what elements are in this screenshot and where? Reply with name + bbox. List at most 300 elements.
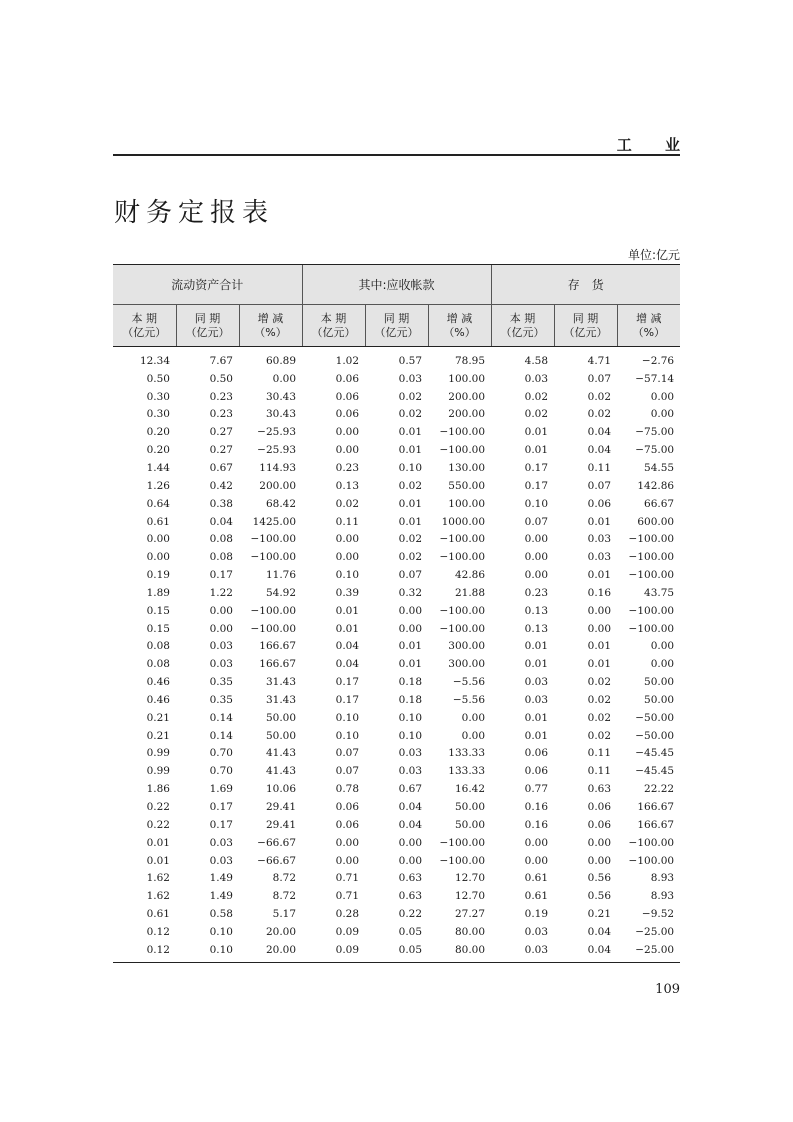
table-cell: 0.23	[209, 390, 233, 403]
table-cell: −100.00	[439, 604, 486, 617]
table-cell: 0.27	[209, 426, 233, 439]
table-cell: 0.50	[146, 372, 170, 385]
table-cell: 0.23	[209, 408, 233, 421]
table-cell: 0.46	[146, 676, 170, 689]
table-cell: 200.00	[448, 408, 486, 421]
table-cell: −45.45	[635, 747, 675, 760]
table-cell: 0.01	[524, 711, 549, 724]
table-cell: 0.08	[209, 551, 233, 564]
table-row	[113, 727, 680, 745]
table-cell: 0.00	[524, 551, 549, 564]
table-cell: 41.43	[265, 765, 297, 778]
table-cell: 0.16	[587, 586, 612, 599]
group-header-row	[113, 265, 680, 305]
table-cell: 0.02	[587, 390, 612, 403]
table-cell: 0.07	[524, 515, 549, 528]
table-cell: 0.05	[398, 943, 423, 956]
table-cell: 0.06	[524, 747, 549, 760]
table-cell: 8.93	[650, 872, 675, 885]
table-cell: 0.27	[209, 444, 233, 457]
table-row	[113, 941, 680, 962]
table-cell: 68.42	[265, 497, 297, 510]
table-cell: 0.07	[398, 569, 423, 582]
table-cell: 0.58	[209, 908, 233, 921]
table-cell: 0.42	[209, 479, 233, 492]
column-header	[428, 305, 491, 347]
table-cell: 0.06	[335, 372, 360, 385]
table-cell: 0.35	[209, 693, 233, 706]
table-cell: −45.45	[635, 765, 675, 778]
column-header	[113, 305, 176, 347]
column-header-unit: （亿元）	[500, 325, 545, 339]
table-row	[113, 566, 680, 584]
table-row	[113, 620, 680, 638]
table-cell: 1.69	[209, 783, 233, 796]
table-row	[113, 673, 680, 691]
table-cell: −100.00	[250, 551, 297, 564]
table-cell: 114.93	[259, 461, 297, 474]
table-cell: 54.92	[265, 586, 297, 599]
table-cell: 29.41	[265, 801, 297, 814]
table-cell: 50.00	[644, 693, 675, 706]
table-row	[113, 798, 680, 816]
column-header	[617, 305, 680, 347]
table-row	[113, 869, 680, 887]
table-cell: 0.10	[398, 729, 423, 742]
table-cell: 0.00	[524, 854, 549, 867]
table-cell: 0.00	[272, 372, 297, 385]
table-row	[113, 691, 680, 709]
table-cell: 0.23	[524, 586, 549, 599]
table-cell: 5.17	[272, 908, 297, 921]
table-cell: −5.56	[452, 693, 486, 706]
table-cell: 1.44	[146, 461, 170, 474]
table-cell: 0.04	[335, 658, 360, 671]
table-cell: 0.10	[335, 569, 360, 582]
table-cell: 50.00	[644, 676, 675, 689]
table-cell: −100.00	[250, 622, 297, 635]
table-cell: 1.26	[146, 479, 170, 492]
table-cell: 0.01	[146, 854, 170, 867]
table-row	[113, 530, 680, 548]
table-cell: 0.03	[398, 747, 423, 760]
table-cell: 0.10	[398, 711, 423, 724]
table-row	[113, 655, 680, 673]
table-cell: 20.00	[265, 943, 297, 956]
table-cell: 0.00	[524, 836, 549, 849]
table-cell: 0.21	[587, 908, 612, 921]
table-cell: −100.00	[628, 854, 675, 867]
table-cell: 0.07	[335, 765, 360, 778]
table-cell: 0.02	[587, 408, 612, 421]
table-row	[113, 406, 680, 424]
table-cell: 200.00	[448, 390, 486, 403]
table-cell: 0.22	[398, 908, 423, 921]
table-cell: 0.00	[650, 640, 675, 653]
table-cell: 550.00	[448, 479, 486, 492]
table-cell: 0.00	[587, 836, 612, 849]
table-cell: 0.10	[335, 729, 360, 742]
table-cell: 42.86	[454, 569, 486, 582]
table-cell: 0.10	[524, 497, 549, 510]
table-cell: −50.00	[635, 729, 675, 742]
table-cell: 0.01	[524, 426, 549, 439]
table-cell: 0.23	[335, 461, 360, 474]
column-header-label: 同 期	[194, 311, 221, 325]
financial-table	[113, 264, 680, 963]
table-cell: 0.10	[335, 711, 360, 724]
table-cell: 0.14	[209, 711, 233, 724]
table-cell: 100.00	[448, 497, 486, 510]
column-header-label: 同 期	[383, 311, 410, 325]
table-cell: 0.00	[398, 604, 423, 617]
table-cell: 0.00	[461, 711, 486, 724]
table-cell: 0.00	[209, 604, 233, 617]
table-cell: 54.55	[644, 461, 675, 474]
table-cell: −100.00	[628, 604, 675, 617]
table-cell: 166.67	[637, 801, 675, 814]
table-cell: 166.67	[259, 658, 297, 671]
table-cell: 0.15	[146, 622, 170, 635]
table-cell: 0.03	[587, 551, 612, 564]
table-cell: 0.17	[335, 676, 360, 689]
table-cell: 0.00	[461, 729, 486, 742]
table-cell: 0.06	[587, 801, 612, 814]
table-cell: 0.04	[335, 640, 360, 653]
table-cell: −25.00	[635, 943, 675, 956]
table-cell: −100.00	[439, 426, 486, 439]
table-cell: 0.18	[398, 693, 423, 706]
table-row	[113, 477, 680, 495]
table-cell: 600.00	[637, 515, 675, 528]
table-cell: 0.17	[209, 818, 233, 831]
table-row	[113, 423, 680, 441]
table-cell: 80.00	[454, 925, 486, 938]
table-cell: 0.11	[587, 461, 612, 474]
table-cell: 0.03	[524, 925, 549, 938]
table-cell: −5.56	[452, 676, 486, 689]
table-cell: 0.67	[209, 461, 233, 474]
table-cell: −100.00	[628, 836, 675, 849]
table-cell: 0.00	[335, 854, 360, 867]
table-cell: 0.01	[524, 640, 549, 653]
table-cell: 0.13	[524, 622, 549, 635]
table-cell: 0.06	[587, 818, 612, 831]
table-cell: 66.67	[644, 497, 675, 510]
table-cell: 0.11	[335, 515, 360, 528]
table-cell: −25.93	[257, 426, 297, 439]
table-cell: 0.61	[146, 908, 170, 921]
table-cell: 0.17	[335, 693, 360, 706]
table-cell: 1.49	[209, 872, 233, 885]
column-header-unit: （%）	[254, 325, 287, 339]
table-cell: 0.61	[524, 872, 549, 885]
table-cell: 0.30	[146, 408, 170, 421]
table-cell: 50.00	[265, 729, 297, 742]
table-cell: 133.33	[448, 765, 486, 778]
page-number: 109	[655, 982, 680, 997]
table-cell: 0.32	[398, 586, 423, 599]
table-cell: 0.00	[650, 408, 675, 421]
table-cell: 0.22	[146, 801, 170, 814]
table-cell: 0.00	[398, 854, 423, 867]
table-cell: 0.04	[209, 515, 233, 528]
table-cell: 0.22	[146, 818, 170, 831]
table-cell: 0.17	[524, 479, 549, 492]
table-cell: 0.02	[398, 479, 423, 492]
table-cell: −25.00	[635, 925, 675, 938]
table-cell: 0.00	[335, 426, 360, 439]
table-cell: 0.02	[398, 551, 423, 564]
table-cell: 0.19	[524, 908, 549, 921]
table-cell: 0.17	[209, 569, 233, 582]
table-cell: 0.12	[146, 925, 170, 938]
table-row	[113, 495, 680, 513]
table-row	[113, 887, 680, 905]
table-cell: 0.57	[398, 354, 423, 367]
table-cell: 8.93	[650, 890, 675, 903]
section-label: 工 业	[616, 136, 694, 154]
table-cell: 30.43	[265, 408, 297, 421]
table-cell: 0.01	[524, 658, 549, 671]
table-cell: 0.04	[587, 426, 612, 439]
table-cell: 0.14	[209, 729, 233, 742]
table-cell: 0.01	[398, 497, 423, 510]
table-cell: 142.86	[637, 479, 675, 492]
table-cell: 200.00	[259, 479, 297, 492]
table-cell: 0.12	[146, 943, 170, 956]
table-cell: −100.00	[628, 622, 675, 635]
table-cell: 0.05	[398, 925, 423, 938]
table-cell: 21.88	[454, 586, 486, 599]
table-cell: 0.00	[146, 551, 170, 564]
table-cell: 0.07	[335, 747, 360, 760]
table-row	[113, 370, 680, 388]
column-header-unit: （亿元）	[122, 325, 167, 339]
table-cell: 0.50	[209, 372, 233, 385]
table-cell: 0.01	[398, 515, 423, 528]
table-row	[113, 347, 680, 370]
column-header-label: 增 减	[257, 311, 284, 325]
table-cell: 0.35	[209, 676, 233, 689]
table-cell: 0.10	[209, 925, 233, 938]
table-cell: 1.62	[146, 872, 170, 885]
column-header-unit: （亿元）	[311, 325, 356, 339]
column-header-label: 增 减	[446, 311, 473, 325]
table-cell: 0.03	[398, 372, 423, 385]
table-cell: 0.71	[335, 890, 360, 903]
table-cell: 60.89	[265, 354, 297, 367]
table-cell: 11.76	[265, 569, 297, 582]
table-cell: 0.01	[524, 444, 549, 457]
table-cell: 50.00	[265, 711, 297, 724]
table-cell: 78.95	[454, 354, 486, 367]
table-cell: 0.00	[335, 551, 360, 564]
table-cell: 0.11	[587, 765, 612, 778]
table-cell: −66.67	[257, 854, 297, 867]
table-row	[113, 584, 680, 602]
table-cell: 0.20	[146, 426, 170, 439]
table-cell: −100.00	[628, 533, 675, 546]
table-cell: 0.01	[524, 729, 549, 742]
table-cell: 166.67	[259, 640, 297, 653]
table-cell: 0.02	[587, 693, 612, 706]
table-cell: 0.09	[335, 925, 360, 938]
table-row	[113, 834, 680, 852]
table-cell: 0.03	[209, 658, 233, 671]
table-cell: −100.00	[439, 836, 486, 849]
table-cell: −25.93	[257, 444, 297, 457]
table-cell: 0.03	[587, 533, 612, 546]
table-cell: 0.01	[335, 604, 360, 617]
table-cell: 0.77	[524, 783, 549, 796]
table-cell: 0.63	[587, 783, 612, 796]
table-cell: 0.00	[335, 444, 360, 457]
table-cell: 0.00	[398, 836, 423, 849]
table-cell: 0.02	[524, 408, 549, 421]
table-cell: 41.43	[265, 747, 297, 760]
table-cell: 0.21	[146, 729, 170, 742]
table-row	[113, 852, 680, 870]
table-cell: 166.67	[637, 818, 675, 831]
table-cell: −2.76	[641, 354, 675, 367]
table-cell: 0.61	[524, 890, 549, 903]
table-cell: 0.20	[146, 444, 170, 457]
table-cell: 0.02	[398, 390, 423, 403]
table-row	[113, 709, 680, 727]
table-cell: 0.02	[398, 408, 423, 421]
table-cell: 1.86	[146, 783, 170, 796]
table-cell: 0.00	[146, 533, 170, 546]
table-cell: 0.06	[335, 390, 360, 403]
table-cell: 0.03	[209, 640, 233, 653]
table-cell: −75.00	[635, 426, 675, 439]
table-cell: 0.15	[146, 604, 170, 617]
table-cell: 0.16	[524, 818, 549, 831]
table-cell: 0.02	[335, 497, 360, 510]
table-cell: 0.03	[524, 693, 549, 706]
group-header-receivables: 其中:应收帐款	[302, 265, 491, 305]
table-cell: 8.72	[272, 872, 297, 885]
table-cell: 0.08	[209, 533, 233, 546]
table-cell: 300.00	[448, 640, 486, 653]
table-cell: 0.02	[524, 390, 549, 403]
section-rule	[113, 154, 680, 156]
table-cell: 0.04	[587, 444, 612, 457]
table-cell: 0.01	[587, 515, 612, 528]
table-cell: 8.72	[272, 890, 297, 903]
table-cell: 0.38	[209, 497, 233, 510]
table-cell: 0.17	[209, 801, 233, 814]
column-header-label: 本 期	[131, 311, 157, 325]
table-cell: 0.17	[524, 461, 549, 474]
column-header-label: 本 期	[509, 311, 536, 325]
table-row	[113, 762, 680, 780]
table-cell: 1.89	[146, 586, 170, 599]
table-cell: 0.02	[587, 676, 612, 689]
column-header	[176, 305, 239, 347]
table-cell: 0.03	[524, 676, 549, 689]
table-cell: 27.27	[454, 908, 486, 921]
table-row	[113, 548, 680, 566]
table-cell: 43.75	[644, 586, 675, 599]
table-body	[113, 347, 680, 962]
table-cell: 0.01	[398, 658, 423, 671]
column-header	[554, 305, 617, 347]
table-cell: 0.00	[587, 604, 612, 617]
table-cell: 0.11	[587, 747, 612, 760]
table-cell: 0.70	[209, 747, 233, 760]
table-cell: 16.42	[454, 783, 486, 796]
group-header-inventory: 存 货	[491, 265, 680, 305]
sub-header-row	[113, 305, 680, 347]
table-cell: 130.00	[448, 461, 486, 474]
table-cell: 0.06	[335, 818, 360, 831]
table-cell: 4.58	[524, 354, 549, 367]
table-cell: 0.01	[587, 569, 612, 582]
table-cell: 0.00	[524, 533, 549, 546]
table-cell: 0.01	[398, 444, 423, 457]
table-bottom-rule	[113, 962, 680, 964]
table-cell: 29.41	[265, 818, 297, 831]
table-cell: 30.43	[265, 390, 297, 403]
table-cell: 22.22	[644, 783, 675, 796]
table-cell: 0.06	[524, 765, 549, 778]
column-header-unit: （亿元）	[185, 325, 230, 339]
table-cell: 0.00	[650, 390, 675, 403]
table-cell: 12.70	[454, 890, 486, 903]
table-cell: 0.00	[524, 569, 549, 582]
column-header-unit: （%）	[443, 325, 476, 339]
table-cell: −66.67	[257, 836, 297, 849]
table-cell: 0.21	[146, 711, 170, 724]
table-cell: 0.28	[335, 908, 360, 921]
table-cell: 0.02	[398, 533, 423, 546]
table-cell: −100.00	[439, 444, 486, 457]
table-cell: 0.04	[398, 801, 423, 814]
table-cell: 0.02	[587, 711, 612, 724]
table-cell: −100.00	[628, 569, 675, 582]
table-cell: 0.56	[587, 872, 612, 885]
column-header-unit: （亿元）	[374, 325, 419, 339]
table-cell: 300.00	[448, 658, 486, 671]
table-cell: 0.16	[524, 801, 549, 814]
table-cell: 0.07	[587, 479, 612, 492]
table-cell: 0.56	[587, 890, 612, 903]
column-header	[365, 305, 428, 347]
table-cell: −100.00	[250, 604, 297, 617]
table-cell: 0.01	[587, 658, 612, 671]
column-header	[491, 305, 554, 347]
table-row	[113, 638, 680, 656]
table-cell: 12.34	[139, 354, 170, 367]
table-cell: 0.13	[335, 479, 360, 492]
table-cell: 0.03	[209, 854, 233, 867]
table-cell: 0.10	[209, 943, 233, 956]
table-row	[113, 816, 680, 834]
table-cell: 0.39	[335, 586, 360, 599]
table-row	[113, 745, 680, 763]
page-title: 财务定报表	[114, 198, 275, 228]
table-row	[113, 513, 680, 531]
table-cell: 0.01	[398, 426, 423, 439]
table-cell: 0.03	[398, 765, 423, 778]
table-cell: 0.46	[146, 693, 170, 706]
table-cell: 1000.00	[441, 515, 486, 528]
table-cell: 0.01	[335, 622, 360, 635]
table-cell: 31.43	[265, 693, 297, 706]
column-header-label: 同 期	[572, 311, 599, 325]
